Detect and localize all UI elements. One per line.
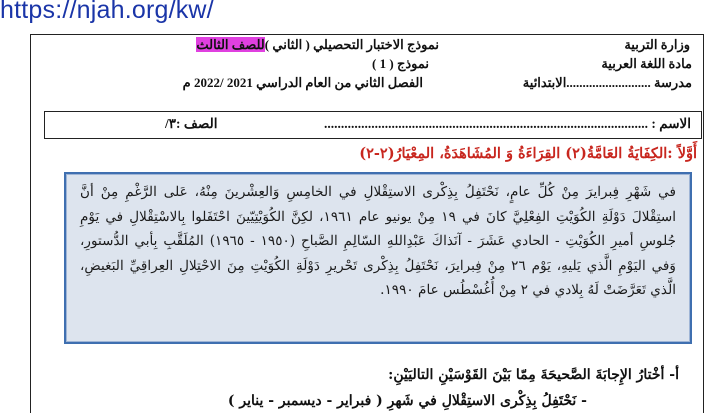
school-label: مدرسة ..........................الابتدائية [522,75,692,90]
site-url[interactable]: https://njah.org/kw/ [0,0,214,24]
question-line: - نَحْتَفِلُ بِذِكْرى الاستِقْلالِ في شَهرِ ( فبراير - ديسمبر - يناير ) [227,393,587,409]
section-title: أَوَّلاً :الكِفَايَةُ العَامَّةُ(٢) القِرَاءَةُ وَ المُشَاهَدَةُ، المِعْيَارُ(٢-٢) [359,145,697,162]
grade-highlight: للصف الثالث [196,37,265,52]
subject-label: مادة اللغة العربية [601,56,692,71]
name-row [44,111,702,139]
ministry-label: وزارة التربية [624,37,690,52]
question-title: أ- أخْتارُ الإِجابَةَ الصَّحيحَةَ مِمّا بَيْنَ القَوْسَيْنِ التاليَيْنِ: [388,367,679,383]
student-name-field[interactable]: الاسم : ................................................................................................ [324,116,691,131]
reading-passage [64,172,692,344]
class-field[interactable]: الصف :٣/ [165,116,218,131]
exam-title [196,37,439,53]
term-label: الفصل الثاني من العام الدراسي 2021 /2022 م [182,75,423,90]
exam-title-prefix: نموذج الاختبار التحصيلي ( الثاني ) [264,37,439,52]
passage-text: في شَهْرِ فِبرايرَ مِنْ كُلِّ عامٍ، نَحْتَفِلُ بِذِكْرى الاستِقْلالِ في الخامِسِ وَالعِشْرينَ مِنْهُ، عَلى الرَّغْمِ مِنْ أنَّ استِقْلالَ دَوْلَةِ الكُوَيْتِ الفِعْلِيَّ كانَ في ١٩ مِنْ يونيو عام ١٩٦١، لكِنَّ الكُوَيْتِيّينَ احْتَفَلوا بِالاسْتِقْلالِ في يَوْمِ جُلوسِ أميرِ الكُوَيْتِ - الحادي عَشَرَ - آنَذاكَ عَبْدِاللهِ السّالِمِ الصَّباحِ (١٩٥٠ - ١٩٦٥) المُلَقَّبِ بِأبي الدُّستورِ، وَفي اليَوْمِ الَّذي يَليهِ، يَوْم ٢٦ مِنْ فِبرايرَ، نَحْتَفِلُ بِذِكْرى تَحْريرِ دَوْلَةِ الكُوَيْتِ مِنَ الاحْتِلالِ العِراقِيِّ البَغيضِ، الَّذي تَعَرَّضَتْ لَهُ بِلادي في ٢ مِنْ أُغُسْطُس عامَ ١٩٩٠. [80,184,676,299]
model-label: نموذج ( 1 ) [372,56,429,71]
